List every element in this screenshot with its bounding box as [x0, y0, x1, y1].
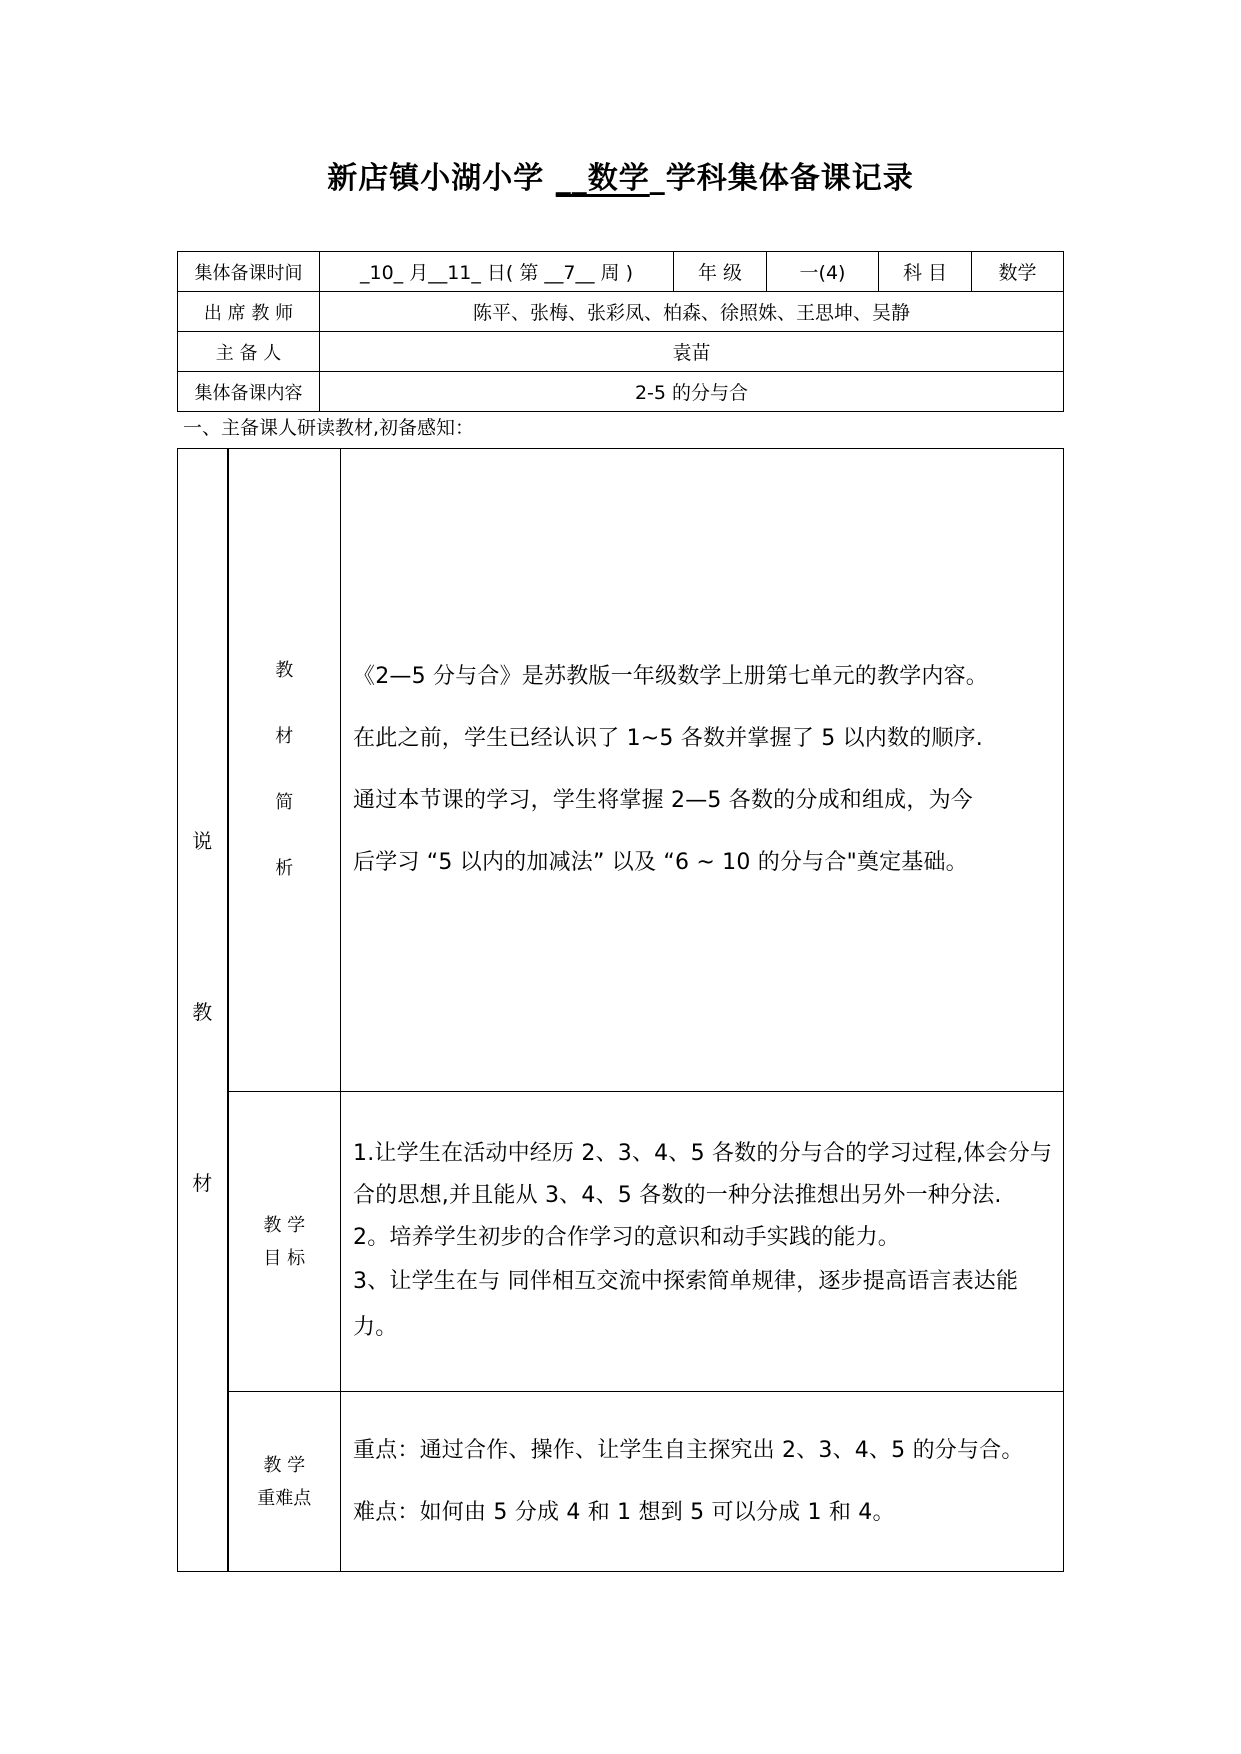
time-label: 集体备课时间 — [178, 252, 320, 292]
row-key-points — [178, 1392, 1064, 1572]
time-value: _10_ 月__11_ 日( 第 __7__ 周 ) — [320, 252, 674, 292]
row-teaching-goals — [178, 1092, 1064, 1392]
side-label-cell — [178, 449, 228, 1572]
paragraph: 《2—5 分与合》是苏教版一年级数学上册第七单元的教学内容。 — [353, 664, 988, 689]
label-char: 简 — [275, 792, 294, 813]
lead-value: 袁苗 — [320, 332, 1064, 372]
section-heading: 一、主备课人研读教材,初备感知： — [183, 417, 475, 439]
subject-label: 科 目 — [879, 252, 972, 292]
title-subject: __数学 — [555, 161, 650, 196]
info-row-lead — [178, 332, 1064, 372]
teaching-goals-label — [228, 1092, 341, 1392]
teachers-label: 出 席 教 师 — [178, 292, 320, 332]
grade-label: 年 级 — [674, 252, 767, 292]
side-char: 说 — [192, 828, 213, 853]
label-line: 教 学 — [263, 1214, 306, 1236]
page-title — [0, 154, 1241, 204]
content-value: 2-5 的分与合 — [320, 372, 1064, 412]
paragraph: 1.让学生在活动中经历 2、3、4、5 各数的分与合的学习过程,体会分与合的思想,并且能从 3、4、5 各数的一种分法推想出另外一种分法. — [353, 1140, 1053, 1208]
row-material-analysis — [178, 449, 1064, 1092]
key-points-label — [228, 1392, 341, 1572]
teaching-goals-content — [341, 1092, 1064, 1392]
lesson-analysis-table — [177, 448, 1064, 1572]
label-char: 析 — [275, 858, 294, 879]
content-label: 集体备课内容 — [178, 372, 320, 412]
info-row-time — [178, 252, 1064, 292]
title-school: 新店镇小湖小学 — [327, 161, 556, 196]
paragraph: 后学习 “5 以内的加减法” 以及 “6 ~ 10 的分与合"奠定基础。 — [353, 850, 968, 875]
subject-value: 数学 — [972, 252, 1064, 292]
label-line: 重难点 — [257, 1487, 312, 1509]
grade-value: 一(4) — [767, 252, 879, 292]
info-row-teachers — [178, 292, 1064, 332]
info-table — [177, 251, 1064, 412]
side-char: 材 — [192, 1170, 213, 1195]
paragraph: 3、让学生在与 同伴相互交流中探索简单规律，逐步提高语言表达能力。 — [353, 1268, 1019, 1340]
info-row-content — [178, 372, 1064, 412]
teachers-value: 陈平、张梅、张彩凤、柏森、徐照姝、王思坤、吴静 — [320, 292, 1064, 332]
side-char: 教 — [192, 999, 213, 1024]
material-analysis-label — [228, 449, 341, 1092]
paragraph: 通过本节课的学习，学生将掌握 2—5 各数的分成和组成，为今 — [353, 788, 973, 813]
title-suffix: _学科集体备课记录 — [649, 161, 914, 196]
label-line: 教 学 — [263, 1454, 306, 1476]
paragraph: 在此之前，学生已经认识了 1~5 各数并掌握了 5 以内数的顺序. — [353, 726, 983, 751]
paragraph: 2。培养学生初步的合作学习的意识和动手实践的能力。 — [353, 1224, 900, 1250]
label-line: 目 标 — [263, 1247, 306, 1269]
paragraph: 难点：如何由 5 分成 4 和 1 想到 5 可以分成 1 和 4。 — [353, 1499, 895, 1525]
key-points-content — [341, 1392, 1064, 1572]
paragraph: 重点：通过合作、操作、让学生自主探究出 2、3、4、5 的分与合。 — [353, 1437, 1024, 1463]
material-analysis-content — [341, 449, 1064, 1092]
label-char: 材 — [275, 726, 294, 747]
lead-label: 主 备 人 — [178, 332, 320, 372]
label-char: 教 — [275, 660, 294, 681]
